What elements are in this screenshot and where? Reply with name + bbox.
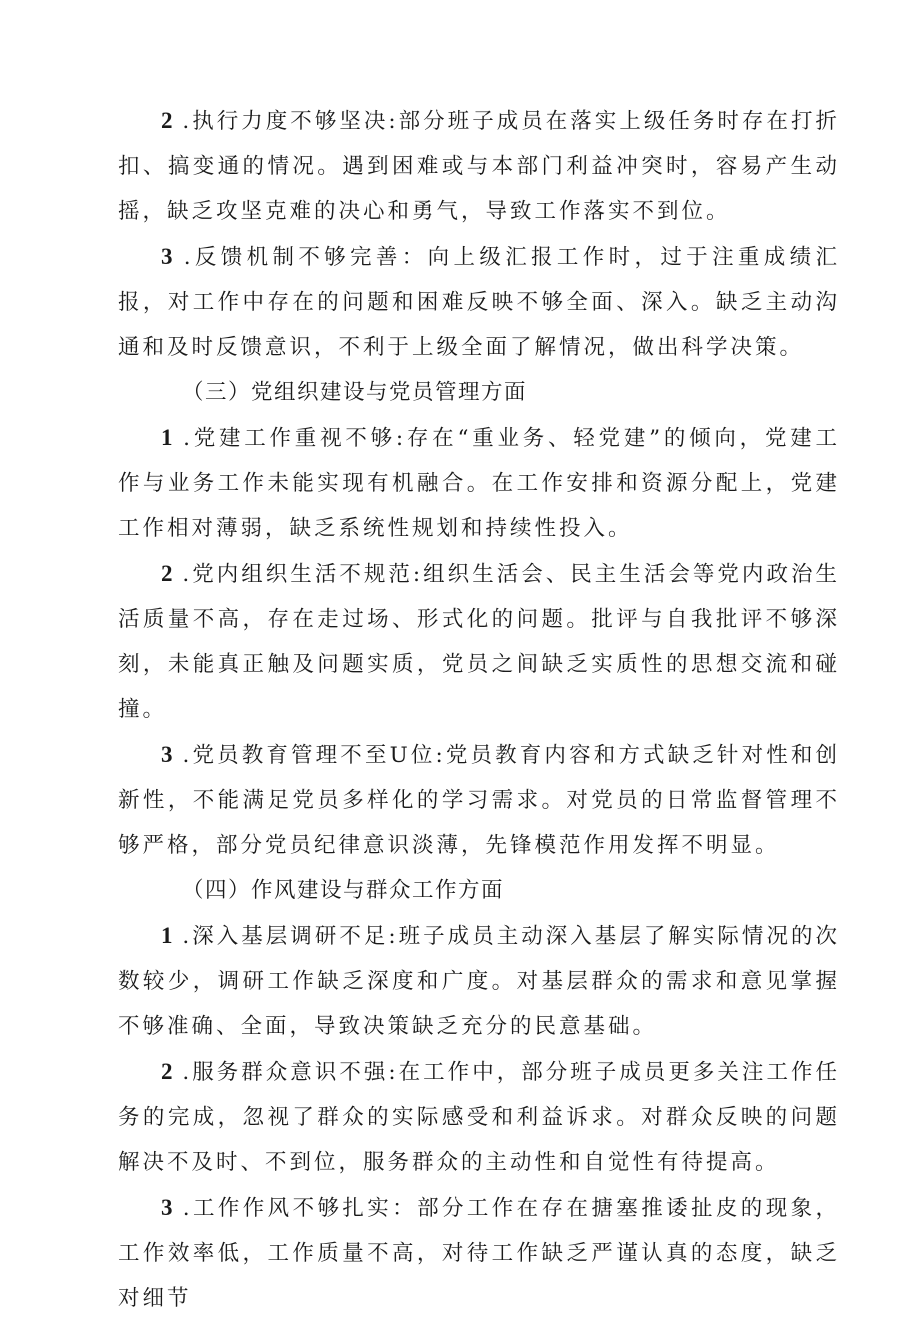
item-text: .反馈机制不够完善：向上级汇报工作时，过于注重成绩汇报，对工作中存在的问题和困难反映不够全面、深入。缺乏主动沟通和及时反馈意识，不利于上级全面了解情况，做出科学决策。 [118,245,840,360]
section-heading: （三）党组织建设与党员管理方面 [182,380,528,405]
section-heading: （四）作风建设与群众工作方面 [182,878,505,903]
item-text: .党员教育管理不至U位:党员教育内容和方式缺乏针对性和创新性，不能满足党员多样化的学习需求。对党员的日常监督管理不够严格，部分党员纪律意识淡薄，先锋模范作用发挥不明显。 [118,743,840,858]
item-text: .党建工作重视不够:存在“重业务、轻党建”的倾向，党建工作与业务工作未能实现有机融合。在工作安排和资源分配上，党建工作相对薄弱，缺乏系统性规划和持续性投入。 [118,426,840,541]
list-item [118,732,840,868]
list-item [118,1049,840,1185]
item-text: .服务群众意识不强:在工作中，部分班子成员更多关注工作任务的完成，忽视了群众的实际感受和利益诉求。对群众反映的问题解决不及时、不到位，服务群众的主动性和自觉性有待提高。 [118,1060,840,1175]
item-number: 1 [161,923,173,948]
item-number: 2 [161,561,173,586]
item-number: 2 [161,1059,173,1084]
item-text: .工作作风不够扎实：部分工作在存在搪塞推诿扯皮的现象，工作效率低，工作质量不高，对待工作缺乏严谨认真的态度，缺乏对细节 [118,1196,840,1311]
document-body [118,98,840,1321]
item-number: 3 [161,244,173,269]
list-item [118,234,840,370]
item-text: .深入基层调研不足:班子成员主动深入基层了解实际情况的次数较少，调研工作缺乏深度和广度。对基层群众的需求和意见掌握不够准确、全面，导致决策缺乏充分的民意基础。 [118,924,840,1039]
item-text: .执行力度不够坚决:部分班子成员在落实上级任务时存在打折扣、搞变通的情况。遇到困难或与本部门利益冲突时，容易产生动摇，缺乏攻坚克难的决心和勇气，导致工作落实不到位。 [118,109,840,224]
item-number: 3 [161,1195,173,1220]
list-item [118,913,840,1049]
list-item [118,98,840,234]
item-number: 2 [161,108,173,133]
item-text: .党内组织生活不规范:组织生活会、民主生活会等党内政治生活质量不高，存在走过场、形式化的问题。批评与自我批评不够深刻，未能真正触及问题实质，党员之间缺乏实质性的思想交流和碰撞。 [118,562,840,722]
list-item [118,415,840,551]
list-item [118,551,840,732]
item-number: 3 [161,742,173,767]
item-number: 1 [161,425,173,450]
